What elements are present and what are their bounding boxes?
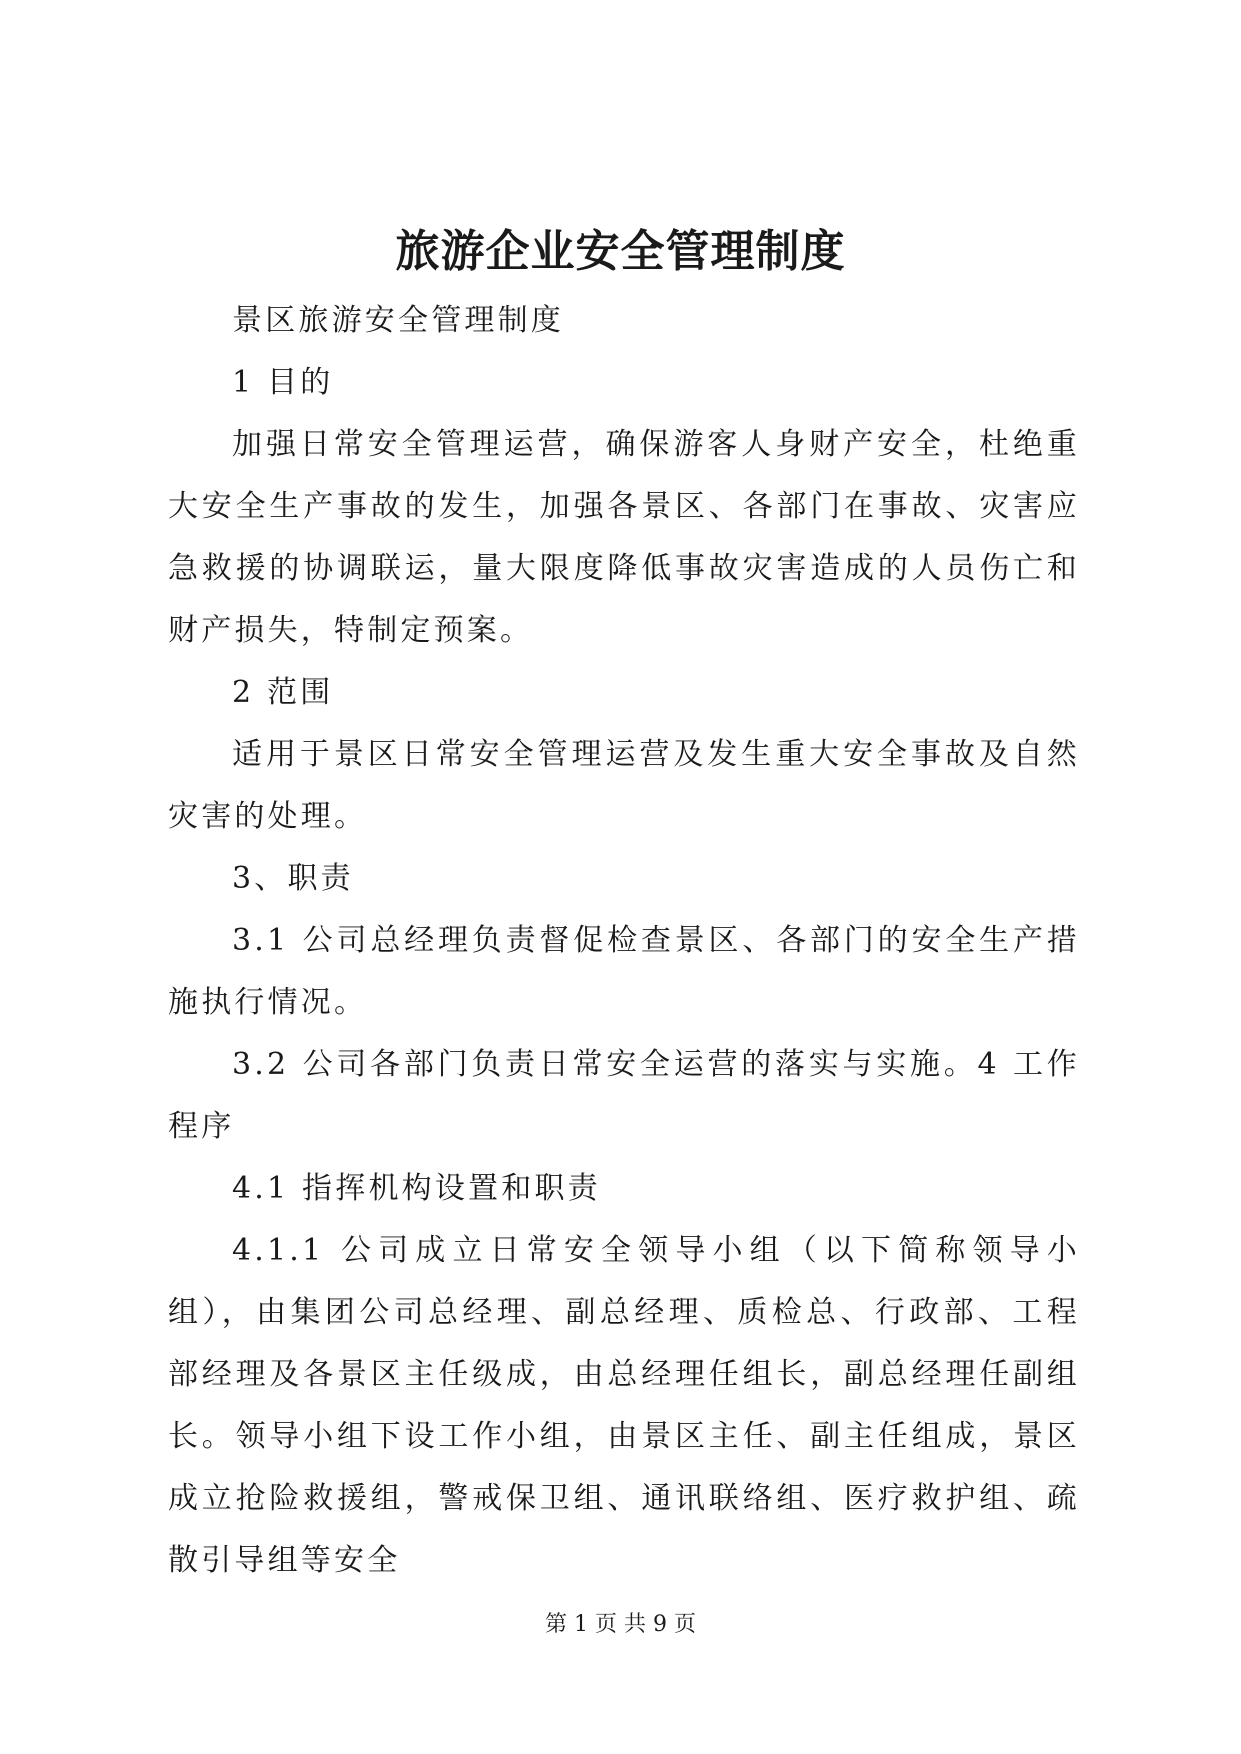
document-body [168,290,1080,1592]
page-footer: 第 1 页 共 9 页 [545,1612,696,1637]
document-title: 旅游企业安全管理制度 [395,226,846,277]
paragraph: 1 目的 [232,365,334,400]
paragraph: 3.2 公司各部门负责日常安全运营的落实与实施。4 工作程序 [168,1047,1080,1144]
paragraph: 适用于景区日常安全管理运营及发生重大安全事故及自然灾害的处理。 [168,737,1080,834]
paragraph: 景区旅游安全管理制度 [232,303,564,338]
paragraph: 4.1.1 公司成立日常安全领导小组（以下简称领导小组），由集团公司总经理、副总经理、质检总、行政部、工程部经理及各景区主任级成，由总经理任组长，副总经理任副组长。领导小组下设工作小组，由景区主任、副主任组成，景区成立抢险救援组，警戒保卫组、通讯联络组、医疗救护组、疏散引导组等安全 [168,1233,1080,1578]
paragraph: 2 范围 [232,675,334,710]
paragraph: 3.1 公司总经理负责督促检查景区、各部门的安全生产措施执行情况。 [168,923,1080,1020]
paragraph: 加强日常安全管理运营，确保游客人身财产安全，杜绝重大安全生产事故的发生，加强各景区、各部门在事故、灾害应急救援的协调联运，量大限度降低事故灾害造成的人员伤亡和财产损失，特制定预案。 [168,427,1080,648]
paragraph: 3、职责 [232,861,354,896]
paragraph: 4.1 指挥机构设置和职责 [232,1171,601,1206]
